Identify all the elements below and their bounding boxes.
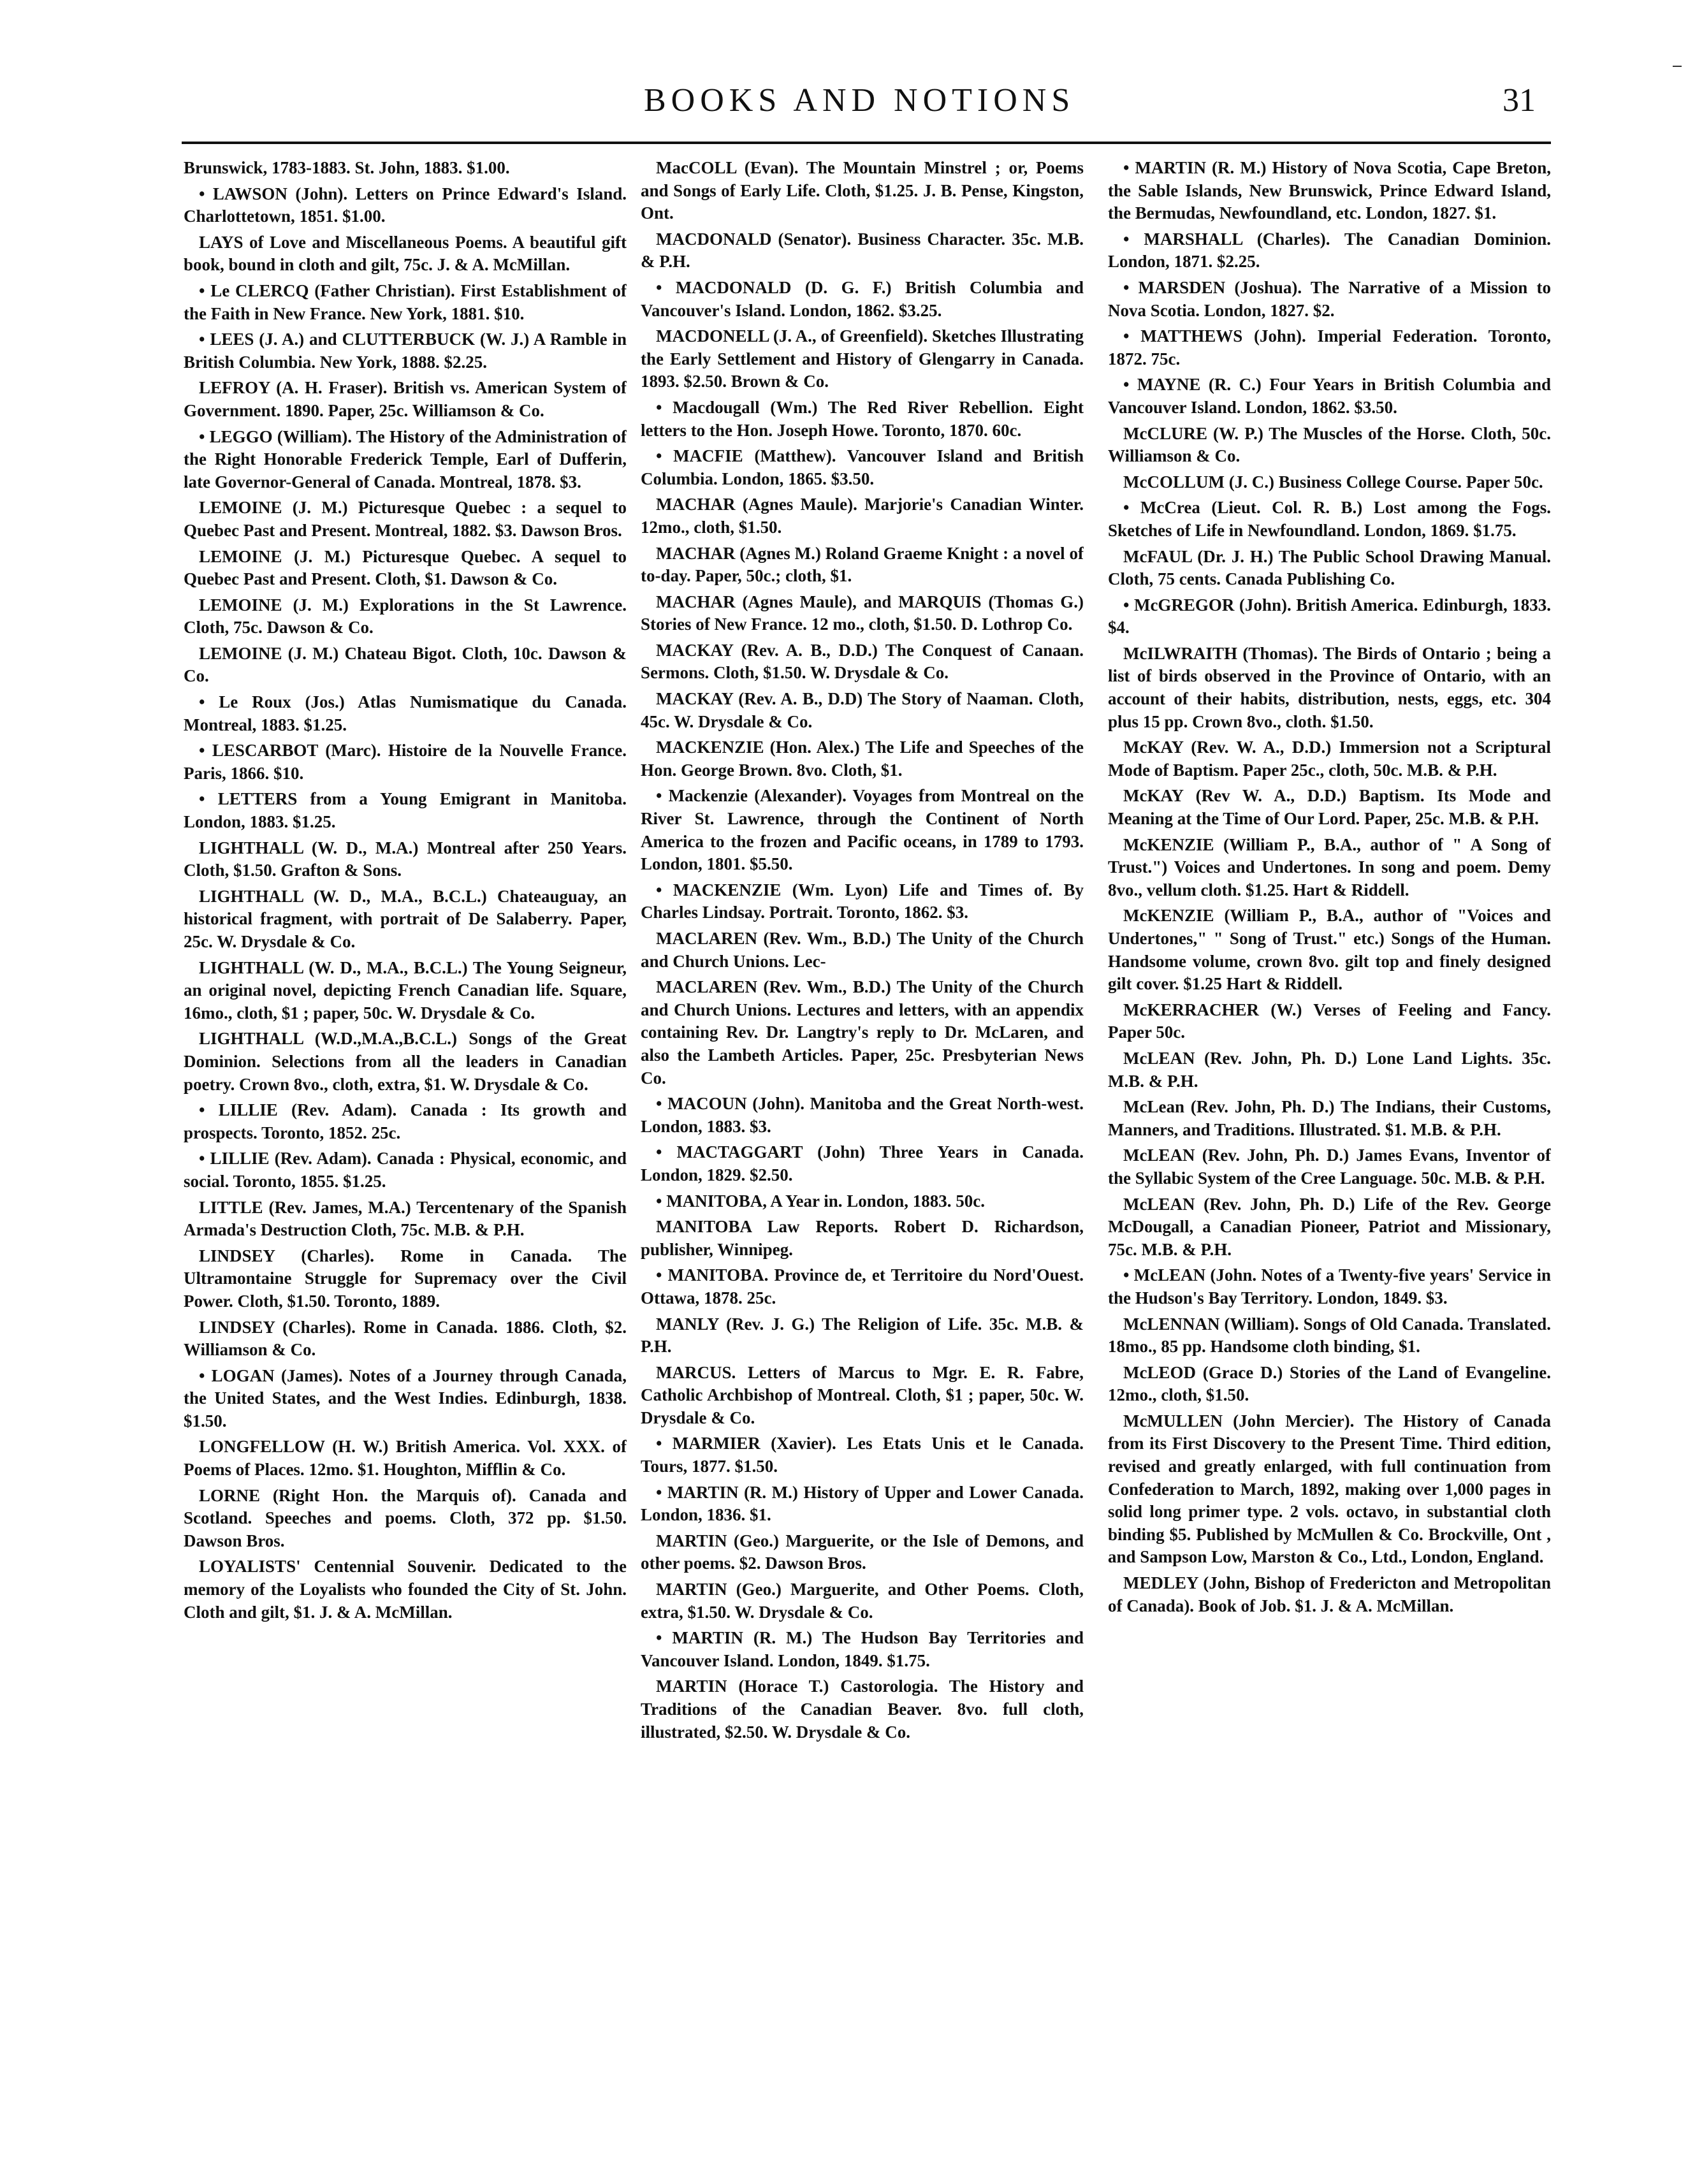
- catalog-entry: MACDONELL (J. A., of Greenfield). Sketches Illustrating the Early Settlement and History of Glengarry in Canada. 1893. $2.50. Brown & Co.: [641, 326, 1084, 391]
- catalog-entry: MANITOBA Law Reports. Robert D. Richardson, publisher, Winnipeg.: [641, 1217, 1084, 1259]
- catalog-entry: • MARTIN (R. M.) The Hudson Bay Territories and Vancouver Island. London, 1849. $1.75.: [641, 1628, 1084, 1670]
- catalog-entry: • MACFIE (Matthew). Vancouver Island and British Columbia. London, 1865. $3.50.: [641, 446, 1084, 488]
- catalog-entry: LINDSEY (Charles). Rome in Canada. The Ultramontaine Struggle for Supremacy over the Civil Power. Cloth, $1.50. Toronto, 1889.: [184, 1246, 627, 1311]
- catalog-entry: MARTIN (Geo.) Marguerite, and Other Poems. Cloth, extra, $1.50. W. Drysdale & Co.: [641, 1580, 1084, 1622]
- catalog-entry: McILWRAITH (Thomas). The Birds of Ontario ; being a list of birds observed in the Province of Ontario, with an account of their habits, distribution, nests, eggs, etc. 304 plus 15 pp. Crown 8vo., cloth. $1.50.: [1108, 643, 1551, 731]
- catalog-entry: McKAY (Rev W. A., D.D.) Baptism. Its Mode and Meaning at the Time of Our Lord. Paper, 25c. M.B. & P.H.: [1108, 786, 1551, 829]
- catalog-entry: • LILLIE (Rev. Adam). Canada : Physical, economic, and social. Toronto, 1855. $1.25.: [184, 1149, 627, 1191]
- catalog-entry: • LILLIE (Rev. Adam). Canada : Its growth and prospects. Toronto, 1852. 25c.: [184, 1100, 627, 1142]
- header-rule: [182, 142, 1551, 144]
- catalog-entry: LITTLE (Rev. James, M.A.) Tercentenary of the Spanish Armada's Destruction Cloth, 75c. M.B. & P.H.: [184, 1197, 627, 1240]
- catalog-entry: McLEAN (Rev. John, Ph. D.) Lone Land Lights. 35c. M.B. & P.H.: [1108, 1048, 1551, 1091]
- catalog-entry: LOYALISTS' Centennial Souvenir. Dedicated to the memory of the Loyalists who founded the City of St. John. Cloth and gilt, $1. J. & A. McMillan.: [184, 1557, 627, 1622]
- running-title: BOOKS AND NOTIONS: [644, 82, 1075, 119]
- catalog-entry: • MANITOBA, A Year in. London, 1883. 50c.: [656, 1191, 986, 1211]
- catalog-entry: LEMOINE (J. M.) Picturesque Quebec. A sequel to Quebec Past and Present. Cloth, $1. Dawson & Co.: [184, 546, 627, 589]
- catalog-entry: McKERRACHER (W.) Verses of Feeling and Fancy. Paper 50c.: [1108, 1000, 1551, 1042]
- catalog-entry: MACHAR (Agnes Maule). Marjorie's Canadian Winter. 12mo., cloth, $1.50.: [641, 495, 1084, 537]
- catalog-entry: • LEGGO (William). The History of the Administration of the Right Honorable Frederick Temple, Earl of Dufferin, late Governor-General of Canada. Montreal, 1878. $3.: [184, 426, 627, 491]
- catalog-entry: • MARTIN (R. M.) History of Nova Scotia, Cape Breton, the Sable Islands, New Brunswick, Prince Edward Island, the Bermudas, Newfoundland, etc. London, 1827. $1.: [1108, 158, 1551, 223]
- catalog-entry: McKENZIE (William P., B.A., author of " A Song of Trust.") Voices and Undertones. In song and poem. Demy 8vo., vellum cloth. $1.25. Hart & Riddell.: [1108, 834, 1551, 899]
- catalog-entry: McLEOD (Grace D.) Stories of the Land of Evangeline. 12mo., cloth, $1.50.: [1108, 1362, 1551, 1405]
- catalog-entry: • Macdougall (Wm.) The Red River Rebellion. Eight letters to the Hon. Joseph Howe. Toronto, 1870. 60c.: [641, 397, 1084, 440]
- margin-mark: [1673, 66, 1682, 67]
- catalog-entry: LIGHTHALL (W. D., M.A.) Montreal after 250 Years. Cloth, $1.50. Grafton & Sons.: [184, 838, 627, 880]
- catalog-entry: McLEAN (Rev. John, Ph. D.) James Evans, Inventor of the Syllabic System of the Cree Language. 50c. M.B. & P.H.: [1108, 1146, 1551, 1188]
- catalog-entry: LEMOINE (J. M.) Picturesque Quebec : a sequel to Quebec Past and Present. Montreal, 1882. $3. Dawson Bros.: [184, 498, 627, 540]
- catalog-entry: MARTIN (Geo.) Marguerite, or the Isle of Demons, and other poems. $2. Dawson Bros.: [641, 1531, 1084, 1573]
- catalog-entry: MACHAR (Agnes M.) Roland Graeme Knight : a novel of to-day. Paper, 50c.; cloth, $1.: [641, 543, 1084, 586]
- catalog-entry: LINDSEY (Charles). Rome in Canada. 1886. Cloth, $2. Williamson & Co.: [184, 1317, 627, 1360]
- catalog-entry: McCOLLUM (J. C.) Business College Course. Paper 50c.: [1123, 472, 1543, 491]
- catalog-entry: LIGHTHALL (W.D.,M.A.,B.C.L.) Songs of the Great Dominion. Selections from all the leaders in Canadian poetry. Crown 8vo., cloth, extra, $1. W. Drysdale & Co.: [184, 1029, 627, 1094]
- column-right: [1108, 157, 1551, 2165]
- catalog-entry: MACKAY (Rev. A. B., D.D.) The Conquest of Canaan. Sermons. Cloth, $1.50. W. Drysdale & Co.: [641, 640, 1084, 683]
- catalog-entry: McCLURE (W. P.) The Muscles of the Horse. Cloth, 50c. Williamson & Co.: [1108, 423, 1551, 466]
- catalog-entry: MACLAREN (Rev. Wm., B.D.) The Unity of the Church and Church Unions. Lec-: [641, 929, 1084, 971]
- catalog-entry: MACDONALD (Senator). Business Character. 35c. M.B. & P.H.: [641, 229, 1084, 272]
- catalog-entry: MACKENZIE (Hon. Alex.) The Life and Speeches of the Hon. George Brown. 8vo. Cloth, $1.: [641, 738, 1084, 780]
- catalog-entry: • LOGAN (James). Notes of a Journey through Canada, the United States, and the West Indies. Edinburgh, 1838. $1.50.: [184, 1365, 627, 1431]
- catalog-entry: LEMOINE (J. M.) Explorations in the St Lawrence. Cloth, 75c. Dawson & Co.: [184, 595, 627, 637]
- catalog-entry: • MACDONALD (D. G. F.) British Columbia and Vancouver's Island. London, 1862. $3.25.: [641, 277, 1084, 320]
- catalog-entry: • McCrea (Lieut. Col. R. B.) Lost among the Fogs. Sketches of Life in Newfoundland. London, 1869. $1.75.: [1108, 498, 1551, 540]
- catalog-entry: • LETTERS from a Young Emigrant in Manitoba. London, 1883. $1.25.: [184, 789, 627, 832]
- catalog-entry: LIGHTHALL (W. D., M.A., B.C.L.) The Young Seigneur, an original novel, depicting French Canadian life. Square, 16mo., cloth, $1 ; paper, 50c. W. Drysdale & Co.: [184, 957, 627, 1023]
- catalog-entry: McKENZIE (William P., B.A., author of "Voices and Undertones," " Song of Trust." etc.) Songs of the Human. Handsome volume, crown 8vo. gilt top and finely designed gilt cover. $1.25 Hart & Riddell.: [1108, 906, 1551, 994]
- catalog-entry: • LEES (J. A.) and CLUTTERBUCK (W. J.) A Ramble in British Columbia. New York, 1888. $2.25.: [184, 330, 627, 372]
- catalog-entry: • MANITOBA. Province de, et Territoire du Nord'Ouest. Ottawa, 1878. 25c.: [641, 1265, 1084, 1307]
- catalog-entry: • Mackenzie (Alexander). Voyages from Montreal on the River St. Lawrence, through the Continent of North America to the frozen and Pacific oceans, in 1789 to 1793. London, 1801. $5.50.: [641, 786, 1084, 874]
- catalog-entry: LONGFELLOW (H. W.) British America. Vol. XXX. of Poems of Places. 12mo. $1. Houghton, Mifflin & Co.: [184, 1437, 627, 1480]
- catalog-entry: • MARTIN (R. M.) History of Upper and Lower Canada. London, 1836. $1.: [641, 1482, 1084, 1525]
- catalog-entry: LORNE (Right Hon. the Marquis of). Canada and Scotland. Speeches and poems. Cloth, 372 pp. $1.50. Dawson Bros.: [184, 1485, 627, 1550]
- catalog-entry: MacCOLL (Evan). The Mountain Minstrel ; or, Poems and Songs of Early Life. Cloth, $1.25. J. B. Pense, Kingston, Ont.: [641, 158, 1084, 223]
- catalog-entry: • MACKENZIE (Wm. Lyon) Life and Times of. By Charles Lindsay. Portrait. Toronto, 1862. $3.: [641, 880, 1084, 922]
- catalog-entry: • MARSHALL (Charles). The Canadian Dominion. London, 1871. $2.25.: [1108, 229, 1551, 272]
- catalog-entry: • Le CLERCQ (Father Christian). First Establishment of the Faith in New France. New York, 1881. $10.: [184, 280, 627, 323]
- catalog-entry: • MARMIER (Xavier). Les Etats Unis et le Canada. Tours, 1877. $1.50.: [641, 1434, 1084, 1476]
- catalog-entry: • McLEAN (John. Notes of a Twenty-five years' Service in the Hudson's Bay Territory. London, 1849. $3.: [1108, 1265, 1551, 1307]
- catalog-entry: MACLAREN (Rev. Wm., B.D.) The Unity of the Church and Church Unions. Lectures and letters, with an appendix containing Rev. Dr. Langtry's reply to Dr. McLaren, and also the Lambeth Articles. Paper, 25c. Presbyterian News Co.: [641, 977, 1084, 1088]
- catalog-entry: • McGREGOR (John). British America. Edinburgh, 1833. $4.: [1108, 595, 1551, 637]
- catalog-entry: LEFROY (A. H. Fraser). British vs. American System of Government. 1890. Paper, 25c. Williamson & Co.: [184, 378, 627, 420]
- catalog-entry: MACKAY (Rev. A. B., D.D) The Story of Naaman. Cloth, 45c. W. Drysdale & Co.: [641, 689, 1084, 731]
- page-number: 31: [1502, 82, 1536, 119]
- catalog-entry: LIGHTHALL (W. D., M.A., B.C.L.) Chateauguay, an historical fragment, with portrait of De Salaberry. Paper, 25c. W. Drysdale & Co.: [184, 886, 627, 951]
- catalog-entry: MANLY (Rev. J. G.) The Religion of Life. 35c. M.B. & P.H.: [641, 1314, 1084, 1357]
- catalog-entry: • LAWSON (John). Letters on Prince Edward's Island. Charlottetown, 1851. $1.00.: [184, 184, 627, 226]
- catalog-entry: • MATTHEWS (John). Imperial Federation. Toronto, 1872. 75c.: [1108, 326, 1551, 368]
- catalog-entry: • MAYNE (R. C.) Four Years in British Columbia and Vancouver Island. London, 1862. $3.50.: [1108, 375, 1551, 417]
- catalog-entry: McKAY (Rev. W. A., D.D.) Immersion not a Scriptural Mode of Baptism. Paper 25c., cloth, 50c. M.B. & P.H.: [1108, 738, 1551, 780]
- catalog-entry: McLean (Rev. John, Ph. D.) The Indians, their Customs, Manners, and Traditions. Illustrated. $1. M.B. & P.H.: [1108, 1097, 1551, 1139]
- catalog-entry: • MACTAGGART (John) Three Years in Canada. London, 1829. $2.50.: [641, 1142, 1084, 1184]
- catalog-entry: McFAUL (Dr. J. H.) The Public School Drawing Manual. Cloth, 75 cents. Canada Publishing Co.: [1108, 546, 1551, 589]
- catalog-entry: MARCUS. Letters of Marcus to Mgr. E. R. Fabre, Catholic Archbishop of Montreal. Cloth, $1 ; paper, 50c. W. Drysdale & Co.: [641, 1362, 1084, 1427]
- catalog-entry: McLEAN (Rev. John, Ph. D.) Life of the Rev. George McDougall, a Canadian Pioneer, Patriot and Missionary, 75c. M.B. & P.H.: [1108, 1194, 1551, 1259]
- catalog-entry: Brunswick, 1783-1883. St. John, 1883. $1.00.: [184, 158, 510, 177]
- catalog-entry: LEMOINE (J. M.) Chateau Bigot. Cloth, 10c. Dawson & Co.: [184, 643, 627, 686]
- catalog-entry: MACHAR (Agnes Maule), and MARQUIS (Thomas G.) Stories of New France. 12 mo., cloth, $1.50. D. Lothrop Co.: [641, 592, 1084, 634]
- catalog-entry: MEDLEY (John, Bishop of Fredericton and Metropolitan of Canada). Book of Job. $1. J. & A. McMillan.: [1108, 1573, 1551, 1615]
- catalog-entry: • MARSDEN (Joshua). The Narrative of a Mission to Nova Scotia. London, 1827. $2.: [1108, 277, 1551, 320]
- catalog-entry: MARTIN (Horace T.) Castorologia. The History and Traditions of the Canadian Beaver. 8vo. full cloth, illustrated, $2.50. W. Drysdale & Co.: [641, 1677, 1084, 1742]
- catalog-entry: McLENNAN (William). Songs of Old Canada. Translated. 18mo., 85 pp. Handsome cloth binding, $1.: [1108, 1314, 1551, 1357]
- column-left: [184, 157, 627, 2165]
- catalog-entry: • Le Roux (Jos.) Atlas Numismatique du Canada. Montreal, 1883. $1.25.: [184, 692, 627, 734]
- column-middle: [641, 157, 1084, 2165]
- catalog-entry: • LESCARBOT (Marc). Histoire de la Nouvelle France. Paris, 1866. $10.: [184, 741, 627, 783]
- catalog-entry: LAYS of Love and Miscellaneous Poems. A beautiful gift book, bound in cloth and gilt, 75c. J. & A. McMillan.: [184, 232, 627, 275]
- catalog-entry: • MACOUN (John). Manitoba and the Great North-west. London, 1883. $3.: [641, 1094, 1084, 1136]
- catalog-entry: McMULLEN (John Mercier). The History of Canada from its First Discovery to the Present Time. Third edition, revised and greatly enlarged, with full continuation from Confederation to March, 1892, making over 1,000 pages in solid long primer type. 2 vols. octavo, in substantial cloth binding $5. Published by McMullen & Co. Brockville, Ont , and Sampson Low, Marston & Co., Ltd., London, England.: [1108, 1411, 1551, 1567]
- page-header: [0, 75, 1688, 133]
